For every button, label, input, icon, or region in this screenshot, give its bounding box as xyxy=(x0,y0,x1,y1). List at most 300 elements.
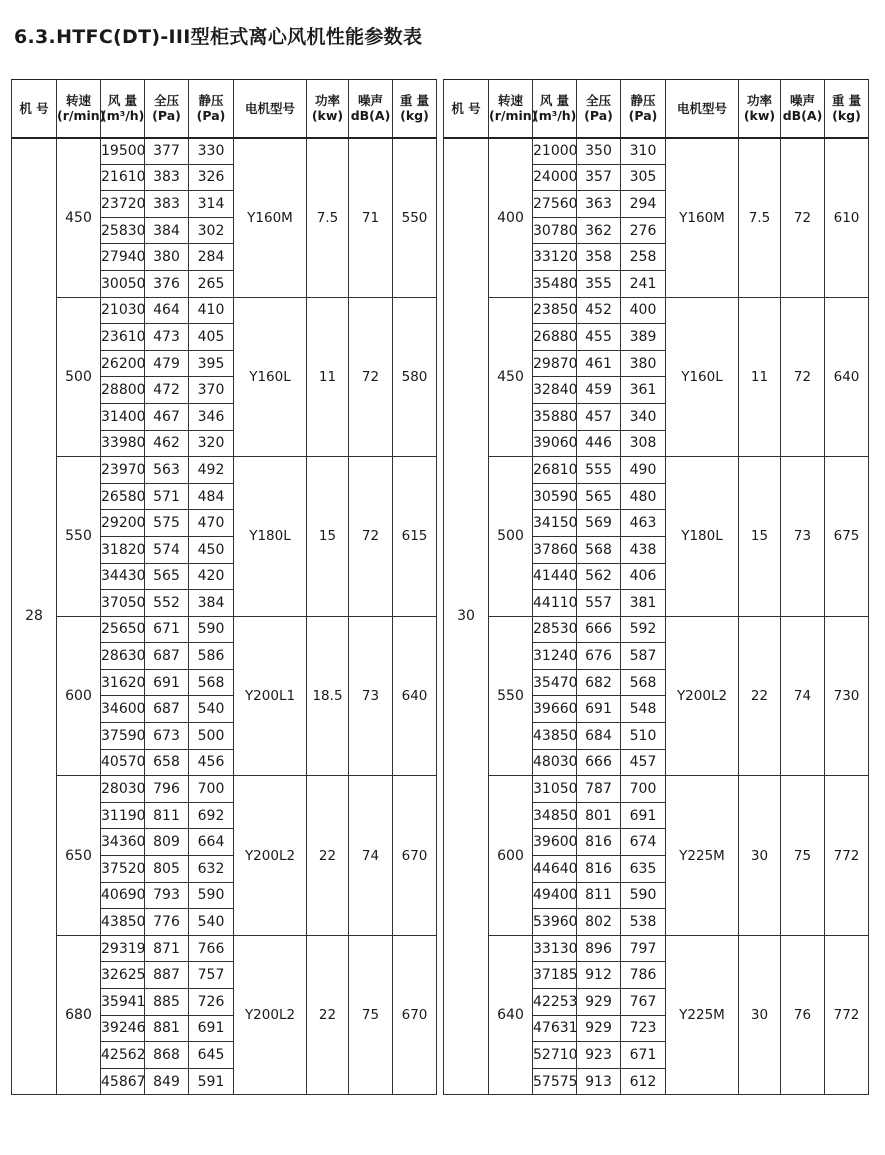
static-pressure-cell: 645 xyxy=(189,1042,234,1069)
total-pressure-cell: 885 xyxy=(145,989,189,1016)
airflow-cell: 37520 xyxy=(101,856,145,883)
header-label: 转速 xyxy=(65,93,91,109)
table-row xyxy=(444,457,869,484)
header-label: 静压 xyxy=(630,93,656,109)
airflow-cell: 42253 xyxy=(533,989,577,1016)
document-title: 6.3.HTFC(DT)-III型柜式离心风机性能参数表 xyxy=(14,26,423,48)
total-pressure-cell: 809 xyxy=(145,829,189,856)
airflow-cell: 31190 xyxy=(101,802,145,829)
static-pressure-cell: 586 xyxy=(189,643,234,670)
airflow-cell: 49400 xyxy=(533,882,577,909)
total-pressure-cell: 929 xyxy=(577,989,621,1016)
total-pressure-cell: 358 xyxy=(577,244,621,271)
total-pressure-cell: 787 xyxy=(577,776,621,803)
header-unit: (kw) xyxy=(743,108,776,124)
airflow-cell: 23970 xyxy=(101,457,145,484)
weight-cell: 730 xyxy=(825,616,869,776)
header-speed xyxy=(489,80,538,138)
speed-cell: 600 xyxy=(489,776,533,936)
header-airflow xyxy=(533,80,577,138)
static-pressure-cell: 590 xyxy=(621,882,666,909)
static-pressure-cell: 470 xyxy=(189,510,234,537)
table-row xyxy=(12,935,437,962)
static-pressure-cell: 330 xyxy=(189,138,234,165)
total-pressure-cell: 574 xyxy=(145,536,189,563)
total-pressure-cell: 479 xyxy=(145,350,189,377)
header-unit: (Pa) xyxy=(152,108,181,124)
airflow-cell: 25830 xyxy=(101,217,145,244)
header-label: 静压 xyxy=(198,93,224,109)
airflow-cell: 48030 xyxy=(533,749,577,776)
weight-cell: 640 xyxy=(393,616,437,776)
airflow-cell: 39246 xyxy=(101,1015,145,1042)
header-weight xyxy=(825,80,869,138)
header-label: 转速 xyxy=(497,93,523,109)
motor-model-cell: Y160L xyxy=(234,297,307,457)
header-unit: (kw) xyxy=(311,108,344,124)
machine-no-cell: 28 xyxy=(12,138,57,1095)
static-pressure-cell: 490 xyxy=(621,457,666,484)
table-row xyxy=(12,776,437,803)
total-pressure-cell: 802 xyxy=(577,909,621,936)
airflow-cell: 27940 xyxy=(101,244,145,271)
airflow-cell: 44110 xyxy=(533,590,577,617)
airflow-cell: 35880 xyxy=(533,403,577,430)
header-unit: (Pa) xyxy=(196,108,226,124)
power-cell: 22 xyxy=(739,616,781,776)
total-pressure-cell: 472 xyxy=(145,377,189,404)
total-pressure-cell: 868 xyxy=(145,1042,189,1069)
weight-cell: 640 xyxy=(825,297,869,457)
static-pressure-cell: 691 xyxy=(189,1015,234,1042)
header-total-pressure xyxy=(145,80,189,138)
motor-model-cell: Y200L2 xyxy=(666,616,739,776)
airflow-cell: 34600 xyxy=(101,696,145,723)
total-pressure-cell: 849 xyxy=(145,1068,189,1095)
airflow-cell: 43850 xyxy=(101,909,145,936)
header-motor-model xyxy=(666,80,739,138)
header-static-pressure xyxy=(621,80,666,138)
airflow-cell: 25650 xyxy=(101,616,145,643)
airflow-cell: 29870 xyxy=(533,350,577,377)
airflow-cell: 32625 xyxy=(101,962,145,989)
motor-model-cell: Y180L xyxy=(666,457,739,617)
airflow-cell: 57575 xyxy=(533,1068,577,1095)
static-pressure-cell: 492 xyxy=(189,457,234,484)
header-label: 机 号 xyxy=(19,100,49,116)
total-pressure-cell: 473 xyxy=(145,324,189,351)
total-pressure-cell: 377 xyxy=(145,138,189,165)
airflow-cell: 28800 xyxy=(101,377,145,404)
header-row xyxy=(12,80,437,138)
airflow-cell: 31820 xyxy=(101,536,145,563)
static-pressure-cell: 635 xyxy=(621,856,666,883)
total-pressure-cell: 796 xyxy=(145,776,189,803)
airflow-cell: 26580 xyxy=(101,483,145,510)
total-pressure-cell: 568 xyxy=(577,536,621,563)
airflow-cell: 28030 xyxy=(101,776,145,803)
total-pressure-cell: 575 xyxy=(145,510,189,537)
airflow-cell: 42562 xyxy=(101,1042,145,1069)
speed-cell: 550 xyxy=(57,457,101,617)
header-airflow xyxy=(101,80,145,138)
power-cell: 7.5 xyxy=(307,138,349,298)
total-pressure-cell: 363 xyxy=(577,191,621,218)
static-pressure-cell: 276 xyxy=(621,217,666,244)
total-pressure-cell: 452 xyxy=(577,297,621,324)
motor-model-cell: Y200L2 xyxy=(234,776,307,936)
total-pressure-cell: 455 xyxy=(577,324,621,351)
total-pressure-cell: 562 xyxy=(577,563,621,590)
airflow-cell: 29319 xyxy=(101,935,145,962)
airflow-cell: 39600 xyxy=(533,829,577,856)
header-label: 噪声 xyxy=(789,93,815,109)
total-pressure-cell: 691 xyxy=(577,696,621,723)
total-pressure-cell: 565 xyxy=(145,563,189,590)
static-pressure-cell: 484 xyxy=(189,483,234,510)
header-unit: (kg) xyxy=(400,108,429,124)
total-pressure-cell: 923 xyxy=(577,1042,621,1069)
total-pressure-cell: 811 xyxy=(145,802,189,829)
static-pressure-cell: 786 xyxy=(621,962,666,989)
static-pressure-cell: 480 xyxy=(621,483,666,510)
header-speed xyxy=(57,80,106,138)
power-cell: 11 xyxy=(307,297,349,457)
header-power xyxy=(307,80,349,138)
header-static-pressure xyxy=(189,80,234,138)
total-pressure-cell: 355 xyxy=(577,270,621,297)
speed-cell: 450 xyxy=(57,138,101,298)
static-pressure-cell: 757 xyxy=(189,962,234,989)
total-pressure-cell: 571 xyxy=(145,483,189,510)
airflow-cell: 24000 xyxy=(533,164,577,191)
airflow-cell: 40690 xyxy=(101,882,145,909)
total-pressure-cell: 816 xyxy=(577,829,621,856)
airflow-cell: 43850 xyxy=(533,723,577,750)
static-pressure-cell: 380 xyxy=(621,350,666,377)
static-pressure-cell: 766 xyxy=(189,935,234,962)
airflow-cell: 31050 xyxy=(533,776,577,803)
header-label: 重 量 xyxy=(399,93,430,109)
static-pressure-cell: 384 xyxy=(189,590,234,617)
total-pressure-cell: 461 xyxy=(577,350,621,377)
table-row xyxy=(444,138,869,165)
total-pressure-cell: 464 xyxy=(145,297,189,324)
static-pressure-cell: 320 xyxy=(189,430,234,457)
static-pressure-cell: 457 xyxy=(621,749,666,776)
static-pressure-cell: 241 xyxy=(621,270,666,297)
speed-cell: 500 xyxy=(489,457,533,617)
static-pressure-cell: 500 xyxy=(189,723,234,750)
static-pressure-cell: 308 xyxy=(621,430,666,457)
weight-cell: 670 xyxy=(393,935,437,1095)
noise-cell: 72 xyxy=(781,138,825,298)
table-row xyxy=(12,138,437,165)
noise-cell: 72 xyxy=(349,457,393,617)
static-pressure-cell: 538 xyxy=(621,909,666,936)
weight-cell: 675 xyxy=(825,457,869,617)
airflow-cell: 33130 xyxy=(533,935,577,962)
airflow-cell: 30050 xyxy=(101,270,145,297)
airflow-cell: 44640 xyxy=(533,856,577,883)
speed-cell: 550 xyxy=(489,616,533,776)
total-pressure-cell: 881 xyxy=(145,1015,189,1042)
static-pressure-cell: 410 xyxy=(189,297,234,324)
header-label: 机 号 xyxy=(451,100,481,116)
weight-cell: 615 xyxy=(393,457,437,617)
fan-performance-table-left xyxy=(11,79,437,1095)
static-pressure-cell: 284 xyxy=(189,244,234,271)
motor-model-cell: Y225M xyxy=(666,935,739,1095)
airflow-cell: 53960 xyxy=(533,909,577,936)
static-pressure-cell: 294 xyxy=(621,191,666,218)
speed-cell: 500 xyxy=(57,297,101,457)
airflow-cell: 52710 xyxy=(533,1042,577,1069)
airflow-cell: 21030 xyxy=(101,297,145,324)
static-pressure-cell: 700 xyxy=(621,776,666,803)
power-cell: 30 xyxy=(739,776,781,936)
airflow-cell: 21000 xyxy=(533,138,577,165)
header-power xyxy=(739,80,781,138)
table-row xyxy=(444,776,869,803)
total-pressure-cell: 467 xyxy=(145,403,189,430)
total-pressure-cell: 658 xyxy=(145,749,189,776)
total-pressure-cell: 552 xyxy=(145,590,189,617)
total-pressure-cell: 357 xyxy=(577,164,621,191)
static-pressure-cell: 400 xyxy=(621,297,666,324)
airflow-cell: 34430 xyxy=(101,563,145,590)
airflow-cell: 30590 xyxy=(533,483,577,510)
total-pressure-cell: 462 xyxy=(145,430,189,457)
total-pressure-cell: 362 xyxy=(577,217,621,244)
static-pressure-cell: 767 xyxy=(621,989,666,1016)
header-label: 电机型号 xyxy=(676,100,727,116)
motor-model-cell: Y160M xyxy=(234,138,307,298)
static-pressure-cell: 726 xyxy=(189,989,234,1016)
power-cell: 15 xyxy=(307,457,349,617)
static-pressure-cell: 258 xyxy=(621,244,666,271)
power-cell: 7.5 xyxy=(739,138,781,298)
speed-cell: 640 xyxy=(489,935,533,1095)
noise-cell: 74 xyxy=(781,616,825,776)
total-pressure-cell: 383 xyxy=(145,164,189,191)
airflow-cell: 26200 xyxy=(101,350,145,377)
static-pressure-cell: 395 xyxy=(189,350,234,377)
speed-cell: 600 xyxy=(57,616,101,776)
header-unit: dB(A) xyxy=(782,108,823,124)
total-pressure-cell: 671 xyxy=(145,616,189,643)
header-motor-model xyxy=(234,80,307,138)
header-label: 功率 xyxy=(314,93,340,109)
total-pressure-cell: 565 xyxy=(577,483,621,510)
static-pressure-cell: 587 xyxy=(621,643,666,670)
airflow-cell: 28530 xyxy=(533,616,577,643)
static-pressure-cell: 463 xyxy=(621,510,666,537)
static-pressure-cell: 406 xyxy=(621,563,666,590)
airflow-cell: 23610 xyxy=(101,324,145,351)
total-pressure-cell: 687 xyxy=(145,643,189,670)
header-label: 噪声 xyxy=(357,93,383,109)
noise-cell: 73 xyxy=(349,616,393,776)
static-pressure-cell: 590 xyxy=(189,882,234,909)
header-label: 风 量 xyxy=(107,93,138,109)
airflow-cell: 41440 xyxy=(533,563,577,590)
header-unit: (r/min) xyxy=(57,108,106,124)
header-label: 全压 xyxy=(153,93,179,109)
total-pressure-cell: 929 xyxy=(577,1015,621,1042)
total-pressure-cell: 687 xyxy=(145,696,189,723)
motor-model-cell: Y160M xyxy=(666,138,739,298)
power-cell: 30 xyxy=(739,935,781,1095)
total-pressure-cell: 446 xyxy=(577,430,621,457)
motor-model-cell: Y200L1 xyxy=(234,616,307,776)
airflow-cell: 23850 xyxy=(533,297,577,324)
table-row xyxy=(12,297,437,324)
weight-cell: 580 xyxy=(393,297,437,457)
speed-cell: 450 xyxy=(489,297,533,457)
airflow-cell: 34360 xyxy=(101,829,145,856)
airflow-cell: 39660 xyxy=(533,696,577,723)
header-label: 电机型号 xyxy=(244,100,295,116)
total-pressure-cell: 350 xyxy=(577,138,621,165)
static-pressure-cell: 691 xyxy=(621,802,666,829)
static-pressure-cell: 700 xyxy=(189,776,234,803)
header-label: 全压 xyxy=(585,93,611,109)
total-pressure-cell: 457 xyxy=(577,403,621,430)
airflow-cell: 33980 xyxy=(101,430,145,457)
total-pressure-cell: 691 xyxy=(145,669,189,696)
total-pressure-cell: 887 xyxy=(145,962,189,989)
total-pressure-cell: 666 xyxy=(577,616,621,643)
power-cell: 15 xyxy=(739,457,781,617)
total-pressure-cell: 676 xyxy=(577,643,621,670)
static-pressure-cell: 302 xyxy=(189,217,234,244)
noise-cell: 72 xyxy=(781,297,825,457)
static-pressure-cell: 568 xyxy=(189,669,234,696)
static-pressure-cell: 664 xyxy=(189,829,234,856)
static-pressure-cell: 540 xyxy=(189,696,234,723)
airflow-cell: 31620 xyxy=(101,669,145,696)
static-pressure-cell: 797 xyxy=(621,935,666,962)
static-pressure-cell: 381 xyxy=(621,590,666,617)
header-unit: (Pa) xyxy=(628,108,658,124)
static-pressure-cell: 438 xyxy=(621,536,666,563)
static-pressure-cell: 548 xyxy=(621,696,666,723)
machine-no-cell: 30 xyxy=(444,138,489,1095)
total-pressure-cell: 912 xyxy=(577,962,621,989)
static-pressure-cell: 326 xyxy=(189,164,234,191)
static-pressure-cell: 632 xyxy=(189,856,234,883)
speed-cell: 650 xyxy=(57,776,101,936)
airflow-cell: 34150 xyxy=(533,510,577,537)
motor-model-cell: Y180L xyxy=(234,457,307,617)
header-noise xyxy=(349,80,393,138)
static-pressure-cell: 370 xyxy=(189,377,234,404)
total-pressure-cell: 871 xyxy=(145,935,189,962)
airflow-cell: 47631 xyxy=(533,1015,577,1042)
total-pressure-cell: 563 xyxy=(145,457,189,484)
noise-cell: 71 xyxy=(349,138,393,298)
header-unit: (Pa) xyxy=(584,108,613,124)
total-pressure-cell: 376 xyxy=(145,270,189,297)
total-pressure-cell: 557 xyxy=(577,590,621,617)
airflow-cell: 39060 xyxy=(533,430,577,457)
header-unit: (r/min) xyxy=(489,108,538,124)
weight-cell: 772 xyxy=(825,776,869,936)
static-pressure-cell: 591 xyxy=(189,1068,234,1095)
total-pressure-cell: 666 xyxy=(577,749,621,776)
airflow-cell: 37590 xyxy=(101,723,145,750)
noise-cell: 72 xyxy=(349,297,393,457)
noise-cell: 73 xyxy=(781,457,825,617)
static-pressure-cell: 265 xyxy=(189,270,234,297)
header-machine-no xyxy=(12,80,57,138)
speed-cell: 680 xyxy=(57,935,101,1095)
table-row xyxy=(444,935,869,962)
header-label: 功率 xyxy=(746,93,772,109)
static-pressure-cell: 405 xyxy=(189,324,234,351)
static-pressure-cell: 510 xyxy=(621,723,666,750)
static-pressure-cell: 389 xyxy=(621,324,666,351)
airflow-cell: 35941 xyxy=(101,989,145,1016)
weight-cell: 772 xyxy=(825,935,869,1095)
total-pressure-cell: 682 xyxy=(577,669,621,696)
airflow-cell: 28630 xyxy=(101,643,145,670)
static-pressure-cell: 361 xyxy=(621,377,666,404)
total-pressure-cell: 913 xyxy=(577,1068,621,1095)
total-pressure-cell: 673 xyxy=(145,723,189,750)
table-row xyxy=(12,616,437,643)
static-pressure-cell: 674 xyxy=(621,829,666,856)
total-pressure-cell: 459 xyxy=(577,377,621,404)
static-pressure-cell: 340 xyxy=(621,403,666,430)
header-label: 重 量 xyxy=(831,93,862,109)
fan-performance-table-right xyxy=(443,79,869,1095)
header-unit: (kg) xyxy=(832,108,861,124)
airflow-cell: 32840 xyxy=(533,377,577,404)
airflow-cell: 26880 xyxy=(533,324,577,351)
power-cell: 22 xyxy=(307,935,349,1095)
header-machine-no xyxy=(444,80,489,138)
table-row xyxy=(12,457,437,484)
header-unit: (m³/h) xyxy=(533,108,577,124)
airflow-cell: 21610 xyxy=(101,164,145,191)
total-pressure-cell: 776 xyxy=(145,909,189,936)
airflow-cell: 29200 xyxy=(101,510,145,537)
airflow-cell: 19500 xyxy=(101,138,145,165)
noise-cell: 76 xyxy=(781,935,825,1095)
static-pressure-cell: 540 xyxy=(189,909,234,936)
static-pressure-cell: 612 xyxy=(621,1068,666,1095)
static-pressure-cell: 590 xyxy=(189,616,234,643)
total-pressure-cell: 805 xyxy=(145,856,189,883)
static-pressure-cell: 692 xyxy=(189,802,234,829)
airflow-cell: 30780 xyxy=(533,217,577,244)
airflow-cell: 40570 xyxy=(101,749,145,776)
static-pressure-cell: 310 xyxy=(621,138,666,165)
airflow-cell: 37185 xyxy=(533,962,577,989)
motor-model-cell: Y225M xyxy=(666,776,739,936)
static-pressure-cell: 420 xyxy=(189,563,234,590)
total-pressure-cell: 811 xyxy=(577,882,621,909)
total-pressure-cell: 816 xyxy=(577,856,621,883)
header-unit: dB(A) xyxy=(350,108,391,124)
airflow-cell: 27560 xyxy=(533,191,577,218)
airflow-cell: 45867 xyxy=(101,1068,145,1095)
noise-cell: 75 xyxy=(781,776,825,936)
airflow-cell: 26810 xyxy=(533,457,577,484)
total-pressure-cell: 896 xyxy=(577,935,621,962)
